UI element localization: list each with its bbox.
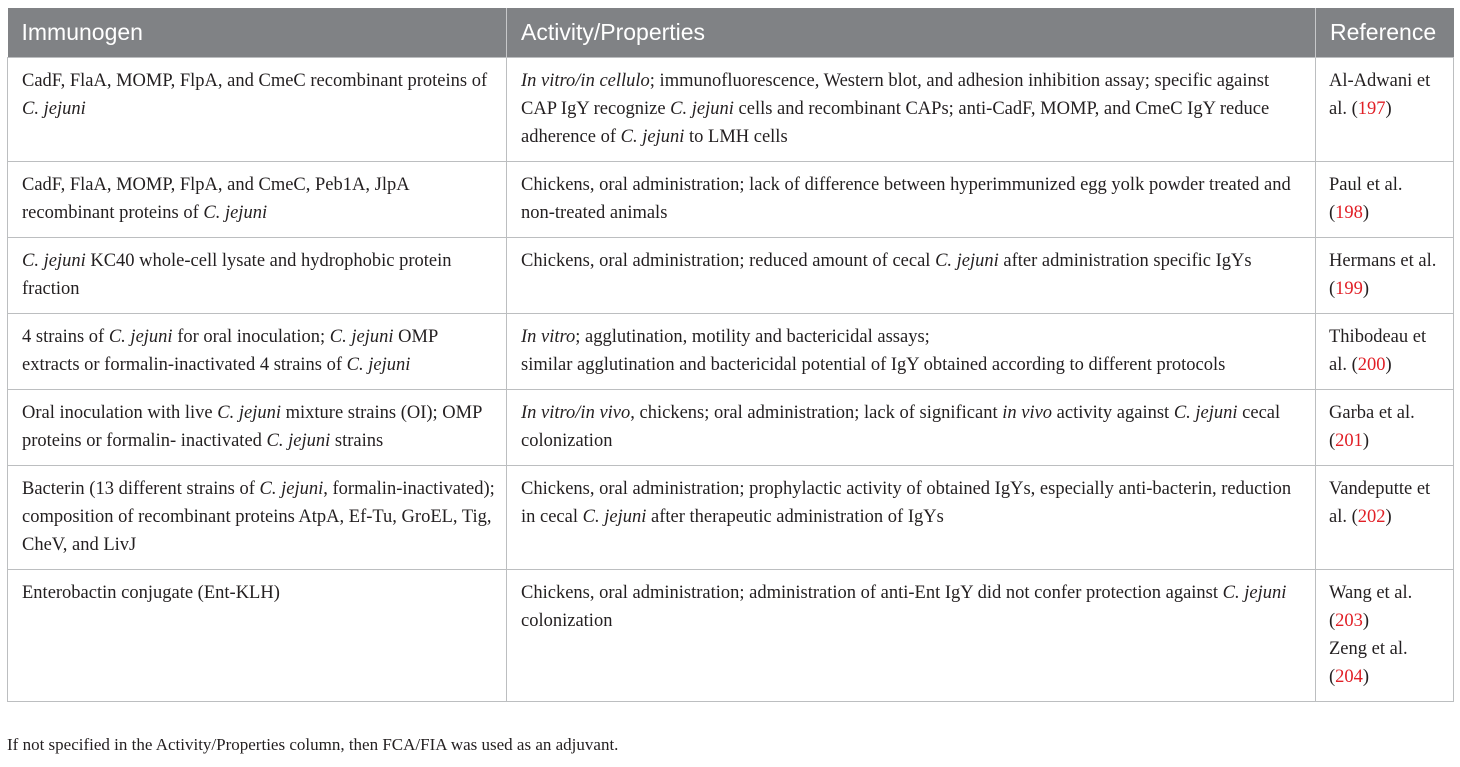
italic-text: C. jejuni: [266, 430, 331, 451]
italic-text: C. jejuni: [217, 402, 281, 423]
reference-entry: Thibodeau et al. (200): [1329, 326, 1427, 375]
reference-authors: Vandeputte et al.: [1329, 478, 1431, 527]
reference-authors: Al-Adwani et al.: [1329, 70, 1431, 119]
text-segment: after therapeutic administration of IgYs: [646, 506, 944, 527]
italic-text: C. jejuni: [670, 98, 734, 119]
reference-authors: Hermans et al.: [1329, 250, 1437, 271]
text-segment: strains: [330, 430, 384, 451]
header-immunogen: Immunogen: [8, 8, 507, 57]
reference-entry: Vandeputte et al. (202): [1329, 478, 1431, 527]
text-segment: 4 strains of: [22, 326, 109, 347]
header-reference: Reference: [1316, 8, 1454, 57]
text-segment: Oral inoculation with live: [22, 402, 218, 423]
text-segment: CadF, FlaA, MOMP, FlpA, and CmeC recombinant proteins of: [22, 70, 488, 91]
italic-text: C. jejuni: [329, 326, 394, 347]
immunogen-cell: [8, 569, 507, 701]
table-footnote: If not specified in the Activity/Properties column, then FCA/FIA was used as an adjuvant.: [7, 735, 619, 754]
table-row: [8, 161, 1454, 237]
immunogen-cell: [8, 313, 507, 389]
header-row: [8, 8, 1454, 57]
activity-cell: [507, 161, 1316, 237]
reference-number-link[interactable]: 200: [1357, 354, 1386, 375]
reference-entry: Al-Adwani et al. (197): [1329, 70, 1431, 119]
text-segment: cecal colonization: [521, 402, 1281, 451]
reference-cell: [1316, 57, 1454, 161]
italic-text: C. jejuni: [582, 506, 647, 527]
italic-text: C. jejuni: [935, 250, 999, 271]
italic-text: C. jejuni: [346, 354, 411, 375]
reference-number-link[interactable]: 198: [1335, 202, 1363, 223]
italic-text: In vitro: [521, 326, 576, 347]
reference-number-link[interactable]: 199: [1335, 278, 1363, 299]
text-segment: , chickens; oral administration; lack of significant: [630, 402, 1003, 423]
text-segment: , formalin-inactivated); composition of recombinant proteins AtpA, Ef-Tu, GroEL, Tig, CheV, and LivJ: [22, 478, 495, 555]
reference-authors: Thibodeau et al.: [1329, 326, 1427, 375]
text-segment: mixture strains (OI); OMP proteins or formalin- inactivated: [22, 402, 482, 451]
text-segment: Chickens, oral administration; administration of anti-Ent IgY did not confer protection against: [521, 582, 1223, 603]
reference-cell: [1316, 465, 1454, 569]
reference-cell: [1316, 313, 1454, 389]
text-segment: similar agglutination and bactericidal potential of IgY obtained according to different protocols: [521, 354, 1226, 375]
text-segment: Chickens, oral administration; prophylactic activity of obtained IgYs, especially anti-bacterin, reduction in cecal: [521, 478, 1292, 527]
italic-text: C. jejuni: [108, 326, 173, 347]
table-header: [8, 8, 1454, 57]
activity-cell: [507, 465, 1316, 569]
reference-cell: [1316, 237, 1454, 313]
text-segment: to LMH cells: [684, 126, 788, 147]
reference-authors: Zeng et al.: [1329, 638, 1408, 659]
italic-text: C. jejuni: [22, 98, 86, 119]
text-segment: OMP extracts or formalin-inactivated 4 strains of: [22, 326, 438, 375]
text-segment: KC40 whole-cell lysate and hydrophobic protein fraction: [22, 250, 452, 299]
activity-cell: [507, 389, 1316, 465]
table-row: [8, 465, 1454, 569]
text-segment: Bacterin (13 different strains of: [22, 478, 260, 499]
text-segment: after administration specific IgYs: [998, 250, 1252, 271]
italic-text: C. jejuni: [620, 126, 685, 147]
reference-number-link[interactable]: 201: [1335, 430, 1363, 451]
reference-authors: Wang et al.: [1329, 582, 1413, 603]
activity-cell: [507, 237, 1316, 313]
text-segment: ; agglutination, motility and bactericidal assays;: [575, 326, 930, 347]
italic-text: C. jejuni: [1222, 582, 1287, 603]
italic-text: C. jejuni: [1173, 402, 1238, 423]
table-row: [8, 313, 1454, 389]
reference-number-link[interactable]: 203: [1335, 610, 1363, 631]
italic-text: C. jejuni: [259, 478, 324, 499]
text-segment: ; immunofluorescence, Western blot, and adhesion inhibition assay; specific against CAP IgY recognize: [521, 70, 1270, 119]
reference-cell: [1316, 569, 1454, 701]
reference-entry: Wang et al. (203): [1329, 582, 1413, 631]
table-container: [7, 8, 1453, 702]
table-row: [8, 569, 1454, 701]
italic-text: in vivo: [1002, 402, 1053, 423]
activity-cell: [507, 57, 1316, 161]
reference-entry: Hermans et al. (199): [1329, 250, 1437, 299]
reference-number-link[interactable]: 202: [1357, 506, 1386, 527]
immunogen-table: [7, 8, 1454, 702]
reference-cell: [1316, 389, 1454, 465]
italic-text: C. jejuni: [203, 202, 268, 223]
italic-text: In vitro/in cellulo: [521, 70, 650, 91]
reference-entry: Garba et al. (201): [1329, 402, 1415, 451]
immunogen-cell: [8, 237, 507, 313]
italic-text: In vitro/in vivo: [521, 402, 631, 423]
text-segment: Chickens, oral administration; lack of difference between hyperimmunized egg yolk powder treated and non-treated animals: [521, 174, 1291, 223]
text-segment: for oral inoculation;: [172, 326, 330, 347]
header-activity-properties: Activity/Properties: [507, 8, 1316, 57]
immunogen-cell: [8, 465, 507, 569]
reference-entry: Zeng et al. (204): [1329, 638, 1408, 687]
reference-entry: Paul et al. (198): [1329, 174, 1403, 223]
reference-authors: Paul et al.: [1329, 174, 1403, 195]
text-segment: activity against: [1052, 402, 1174, 423]
table-row: [8, 237, 1454, 313]
reference-authors: Garba et al.: [1329, 402, 1415, 423]
immunogen-cell: [8, 161, 507, 237]
reference-cell: [1316, 161, 1454, 237]
immunogen-cell: [8, 57, 507, 161]
immunogen-cell: [8, 389, 507, 465]
text-segment: Enterobactin conjugate (Ent-KLH): [22, 582, 280, 603]
text-segment: CadF, FlaA, MOMP, FlpA, and CmeC, Peb1A, JlpA recombinant proteins of: [22, 174, 409, 223]
activity-cell: [507, 569, 1316, 701]
table-row: [8, 389, 1454, 465]
text-segment: colonization: [521, 610, 613, 631]
italic-text: C. jejuni: [22, 250, 86, 271]
text-segment: cells and recombinant CAPs; anti-CadF, MOMP, and CmeC IgY reduce adherence of: [521, 98, 1270, 147]
text-segment: Chickens, oral administration; reduced amount of cecal: [521, 250, 936, 271]
table-row: [8, 57, 1454, 161]
activity-cell: [507, 313, 1316, 389]
reference-number-link[interactable]: 204: [1335, 666, 1363, 687]
table-body: [8, 57, 1454, 701]
reference-number-link[interactable]: 197: [1357, 98, 1386, 119]
